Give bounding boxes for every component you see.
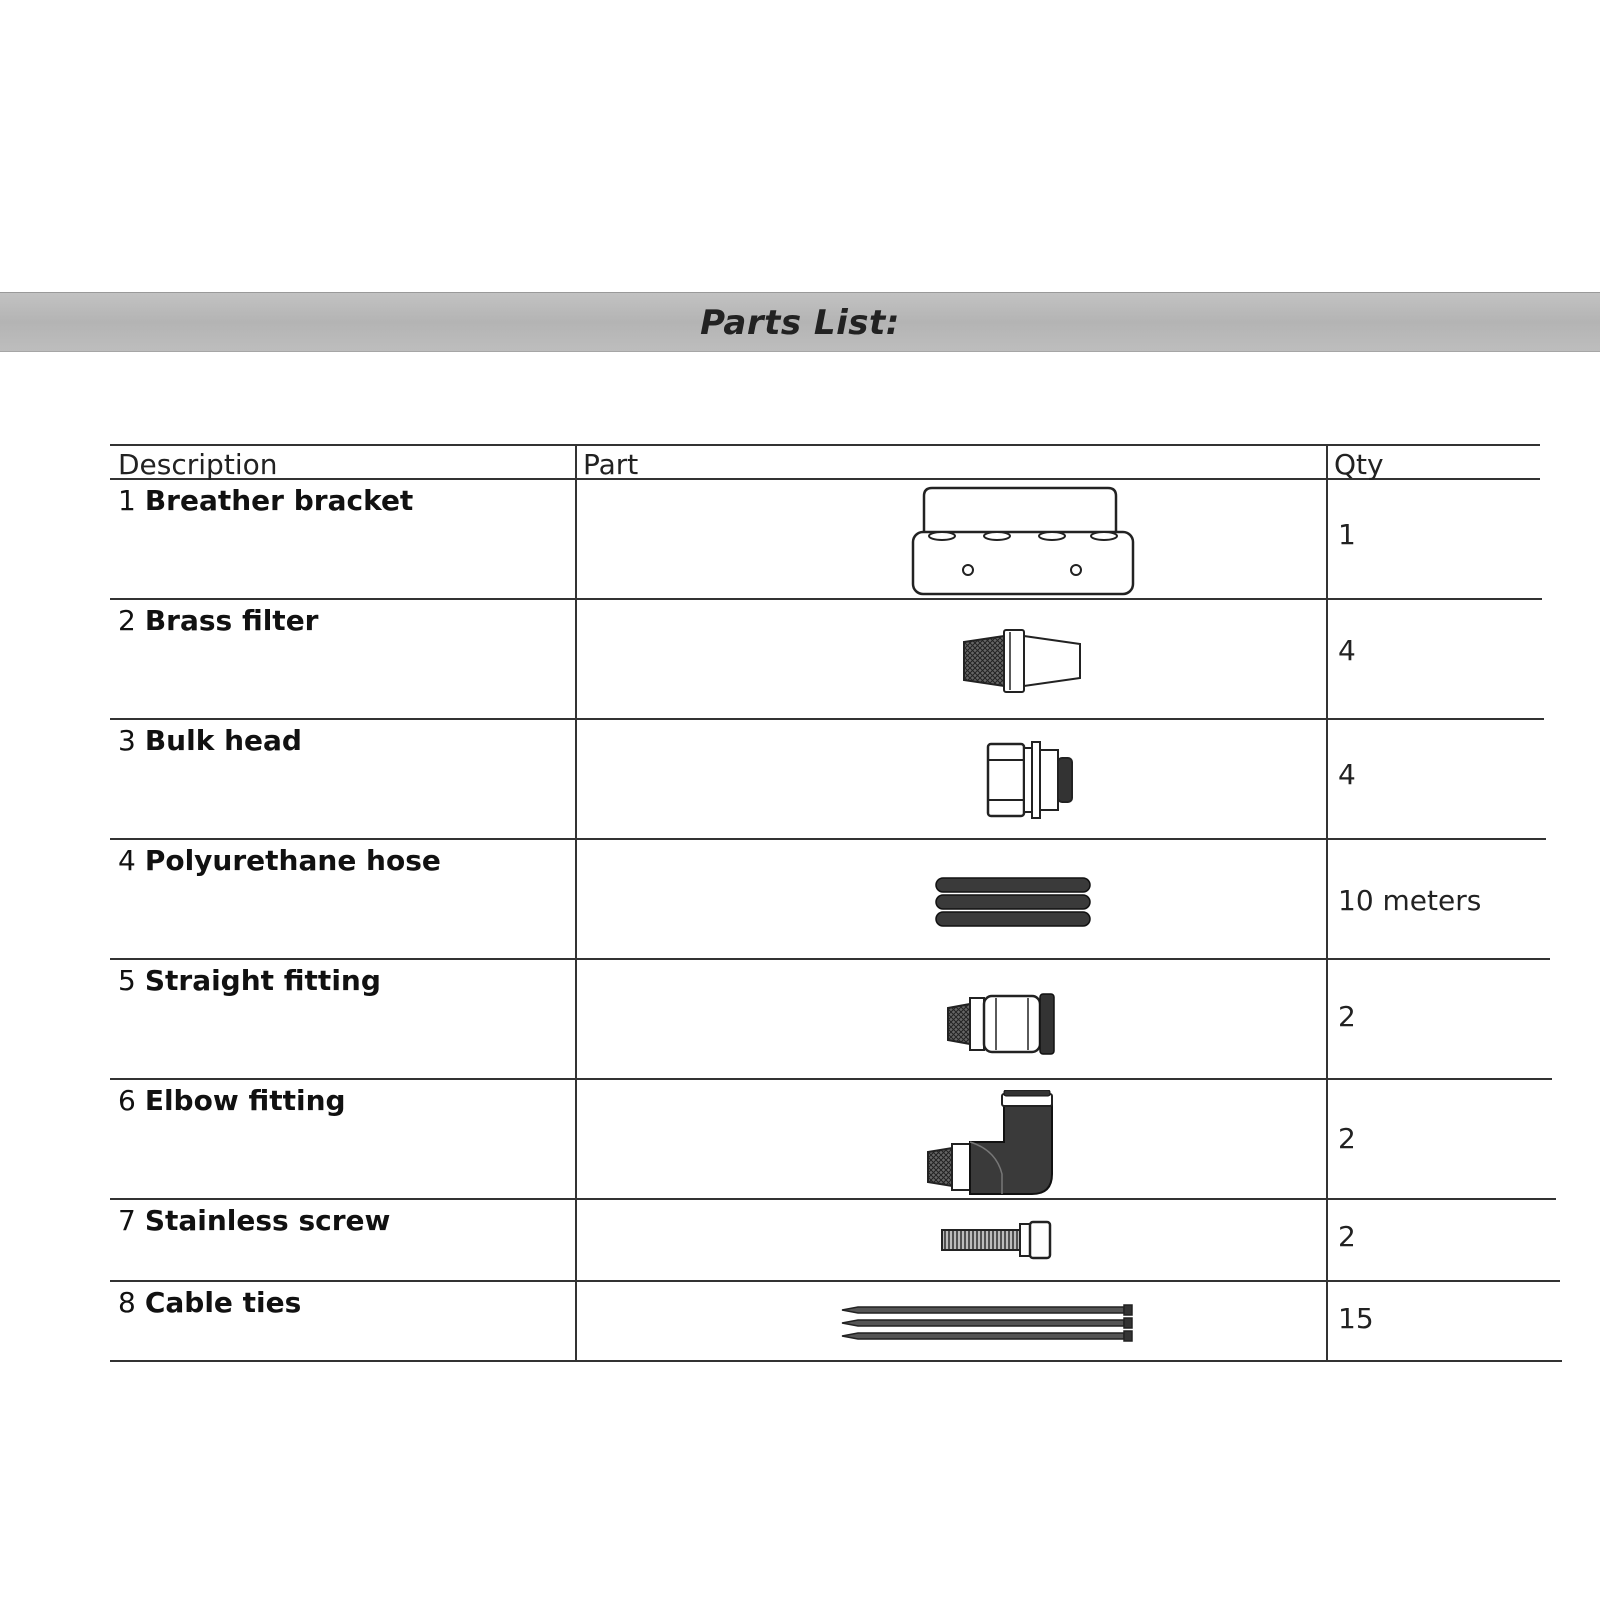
row-description bbox=[118, 1204, 390, 1237]
elbow-fitting-icon bbox=[926, 1090, 1060, 1196]
table-row bbox=[110, 720, 1540, 838]
row-description bbox=[118, 724, 302, 757]
table-row bbox=[110, 480, 1540, 598]
hose-coil-icon bbox=[934, 876, 1092, 930]
row-number: 5 bbox=[118, 964, 136, 997]
table-row bbox=[110, 1080, 1540, 1198]
row-name: Bulk head bbox=[144, 724, 302, 757]
bulk-head-icon bbox=[986, 740, 1076, 820]
row-name: Elbow fitting bbox=[144, 1084, 346, 1117]
table-bottom-rule bbox=[110, 1360, 1562, 1362]
row-qty: 2 bbox=[1338, 1000, 1356, 1033]
table-row bbox=[110, 600, 1540, 718]
row-name: Stainless screw bbox=[144, 1204, 391, 1237]
row-name: Brass filter bbox=[144, 604, 319, 637]
row-number: 1 bbox=[118, 484, 136, 517]
row-description bbox=[118, 484, 413, 517]
row-qty: 2 bbox=[1338, 1220, 1356, 1253]
cable-ties-icon bbox=[840, 1304, 1136, 1344]
straight-fitting-icon bbox=[946, 992, 1058, 1056]
column-header-description: Description bbox=[118, 448, 278, 481]
row-description bbox=[118, 1084, 346, 1117]
row-name: Straight fitting bbox=[144, 964, 381, 997]
row-number: 6 bbox=[118, 1084, 136, 1117]
brass-filter-icon bbox=[960, 628, 1086, 694]
row-qty: 4 bbox=[1338, 758, 1356, 791]
row-name: Cable ties bbox=[144, 1286, 302, 1319]
table-row bbox=[110, 1282, 1540, 1360]
row-number: 3 bbox=[118, 724, 136, 757]
row-number: 8 bbox=[118, 1286, 136, 1319]
row-number: 2 bbox=[118, 604, 136, 637]
screw-icon bbox=[940, 1220, 1054, 1260]
breather-bracket-icon bbox=[910, 486, 1136, 598]
row-description bbox=[118, 964, 381, 997]
row-qty: 10 meters bbox=[1338, 884, 1482, 917]
row-number: 4 bbox=[118, 844, 136, 877]
row-description bbox=[118, 844, 441, 877]
table-row bbox=[110, 840, 1540, 958]
parts-table bbox=[110, 444, 1540, 1364]
row-qty: 2 bbox=[1338, 1122, 1356, 1155]
row-name: Breather bracket bbox=[144, 484, 414, 517]
row-description bbox=[118, 604, 319, 637]
row-name: Polyurethane hose bbox=[144, 844, 441, 877]
table-row bbox=[110, 1200, 1540, 1280]
row-qty: 15 bbox=[1338, 1302, 1374, 1335]
section-header-band bbox=[0, 292, 1600, 352]
section-title: Parts List: bbox=[700, 303, 900, 343]
column-header-qty: Qty bbox=[1334, 448, 1384, 481]
row-description bbox=[118, 1286, 301, 1319]
row-qty: 1 bbox=[1338, 518, 1356, 551]
row-qty: 4 bbox=[1338, 634, 1356, 667]
column-header-part: Part bbox=[583, 448, 639, 481]
row-number: 7 bbox=[118, 1204, 136, 1237]
table-row bbox=[110, 960, 1540, 1078]
